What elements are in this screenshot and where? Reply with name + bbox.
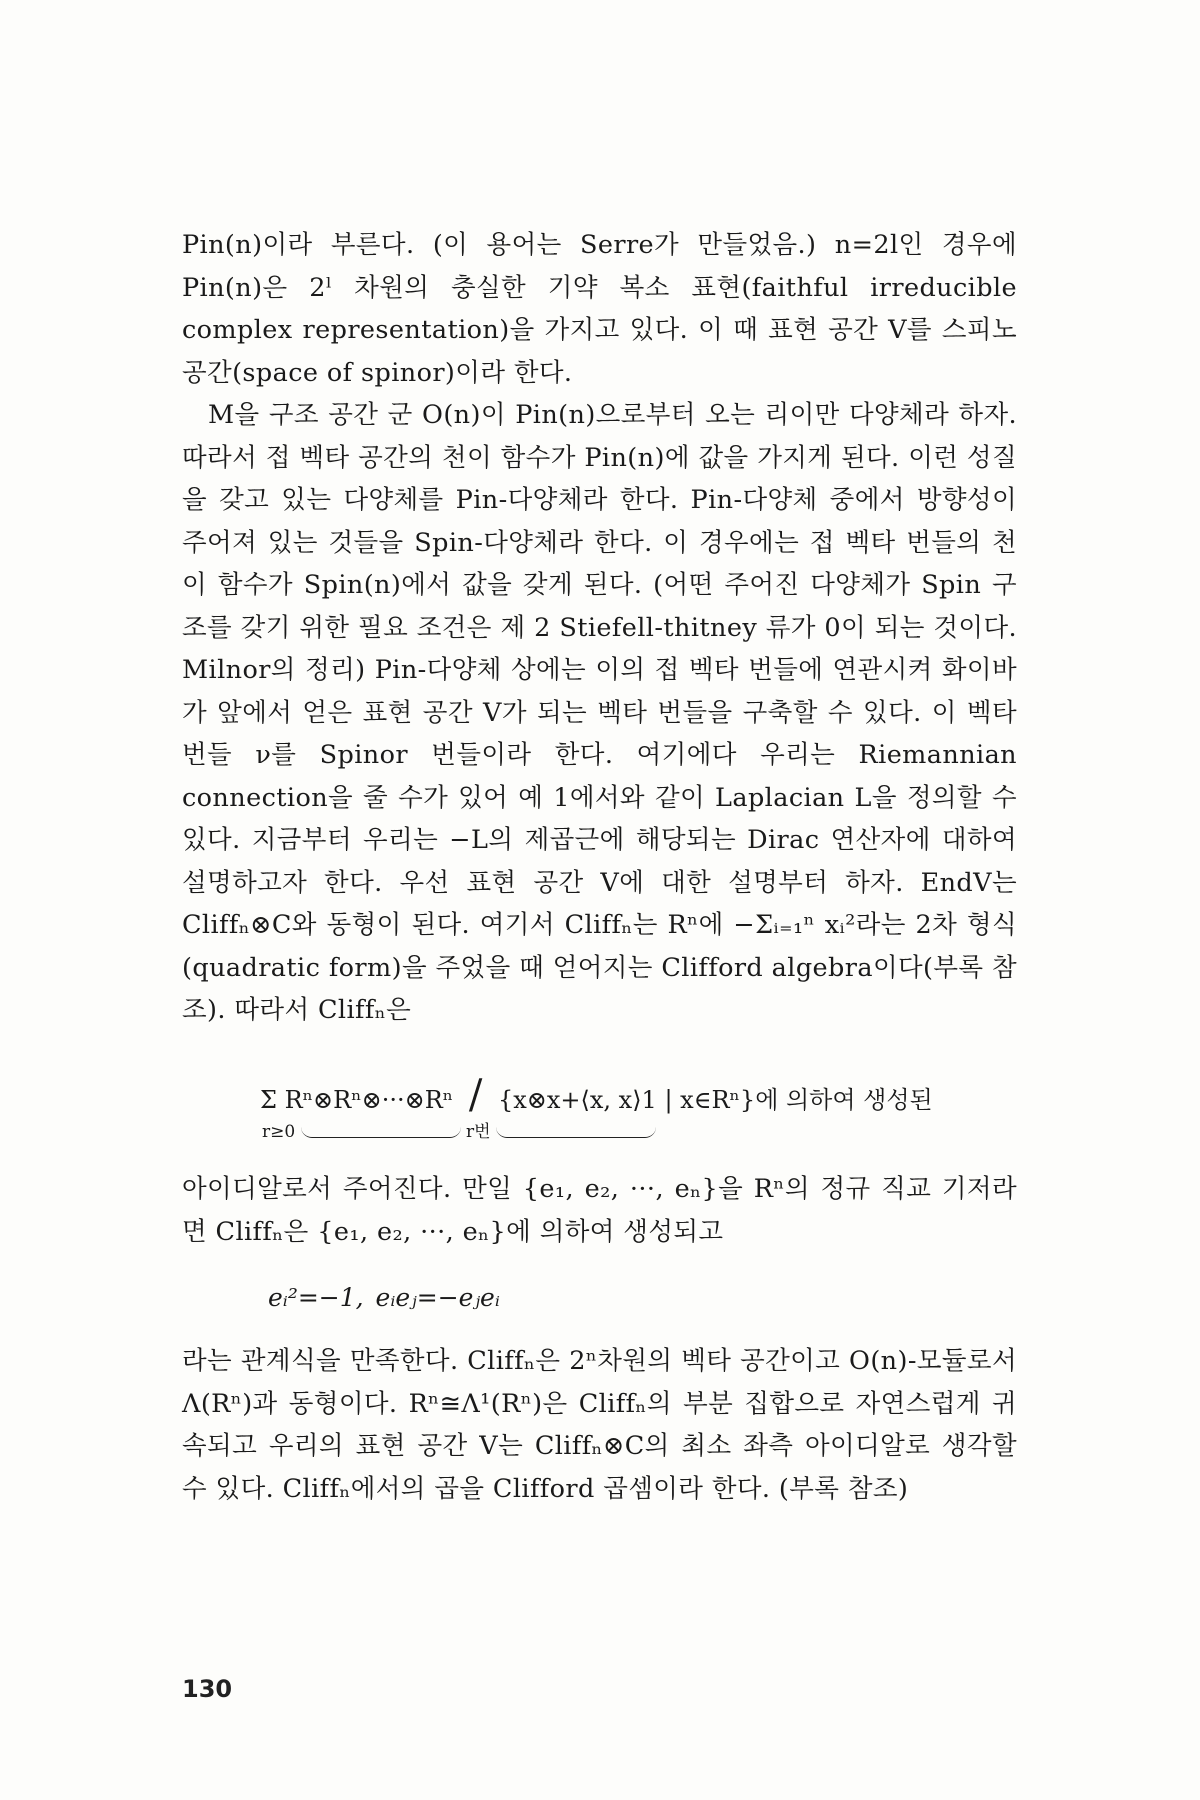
underbrace-left <box>301 1127 461 1138</box>
ideal-generator-set: {x⊗x+⟨x, x⟩1 | x∈Rⁿ}에 의하여 생성된 <box>497 1086 933 1114</box>
sum-subscript: r≥0 <box>262 1122 296 1142</box>
text-block-upper <box>182 224 1017 1032</box>
underbrace-label: r번 <box>466 1122 491 1142</box>
text-block-middle <box>182 1168 1017 1253</box>
paragraph-spin-manifold: M을 구조 공간 군 O(n)이 Pin(n)으로부터 오는 리이만 다양체라 하자. 따라서 접 벡타 공간의 천이 함수가 Pin(n)에 값을 가지게 된다. 이런 성질을 갖고 있는 다양체를 Pin-다양체라 한다. Pin-다양체 중에서 방향성이 주어져 있는 것들을 Spin-다양체라 한다. 이 경우에는 접 벡타 번들의 천이 함수가 Spin(n)에서 값을 갖게 된다. (어떤 주어진 다양체가 Spin 구조를 갖기 위한 필요 조건은 제 2 Stiefell-thitney 류가 0이 되는 것이다. Milnor의 정리) Pin-다양체 상에는 이의 접 벡타 번들에 연관시켜 화이바가 앞에서 얻은 표현 공간 V가 되는 벡타 번들을 구축할 수 있다. 이 벡타 번들 ν를 Spinor 번들이라 한다. 여기에다 우리는 Riemannian connection을 줄 수가 있어 예 1에서와 같이 Laplacian L을 정의할 수 있다. 지금부터 우리는 −L의 제곱근에 해당되는 Dirac 연산자에 대하여 설명하고자 한다. 우선 표현 공간 V에 대한 설명부터 하자. EndV는 Cliffₙ⊗C와 동형이 된다. 여기서 Cliffₙ는 Rⁿ에 −Σᵢ₌₁ⁿ xᵢ²라는 2차 형식(quadratic form)을 주었을 때 얻어지는 Clifford algebra이다(부록 참조). 따라서 Cliffₙ은 <box>182 400 1017 1025</box>
text-block-lower <box>182 1340 1017 1510</box>
paragraph-orthonormal-basis: 아이디알로서 주어진다. 만일 {e₁, e₂, ···, eₙ}을 Rⁿ의 정규 직교 기저라면 Cliffₙ은 {e₁, e₂, ···, eₙ}에 의하여 생성되고 <box>182 1174 1017 1247</box>
tensor-sum: Σ Rⁿ⊗Rⁿ⊗···⊗Rⁿ <box>260 1086 454 1114</box>
ideal-formula-main <box>260 1072 1020 1118</box>
ideal-formula-under <box>262 1116 1020 1148</box>
page-number: 130 <box>182 1675 233 1703</box>
paragraph-pin-definition: Pin(n)이라 부른다. (이 용어는 Serre가 만들었음.) n=2l인 경우에 Pin(n)은 2ˡ 차원의 충실한 기약 복소 표현(faithful irreducible complex representation)을 가지고 있다. 이 때 표현 공간 V를 스피노 공간(space of spinor)이라 한다. <box>182 230 1017 388</box>
clifford-relations: eᵢ²=−1, eᵢeⱼ=−eⱼeᵢ <box>268 1283 500 1312</box>
paragraph-clifford-multiplication: 라는 관계식을 만족한다. Cliffₙ은 2ⁿ차원의 벡타 공간이고 O(n)-모듈로서 Λ(Rⁿ)과 동형이다. Rⁿ≅Λ¹(Rⁿ)은 Cliffₙ의 부분 집합으로 자연스럽게 귀속되고 우리의 표현 공간 V는 Cliffₙ⊗C의 최소 좌측 아이디알로 생각할 수 있다. Cliffₙ에서의 곱을 Clifford 곱셈이라 한다. (부록 참조) <box>182 1346 1017 1504</box>
quotient-slash: / <box>468 1072 483 1118</box>
underbrace-right <box>496 1127 656 1138</box>
ideal-formula <box>260 1072 1020 1148</box>
